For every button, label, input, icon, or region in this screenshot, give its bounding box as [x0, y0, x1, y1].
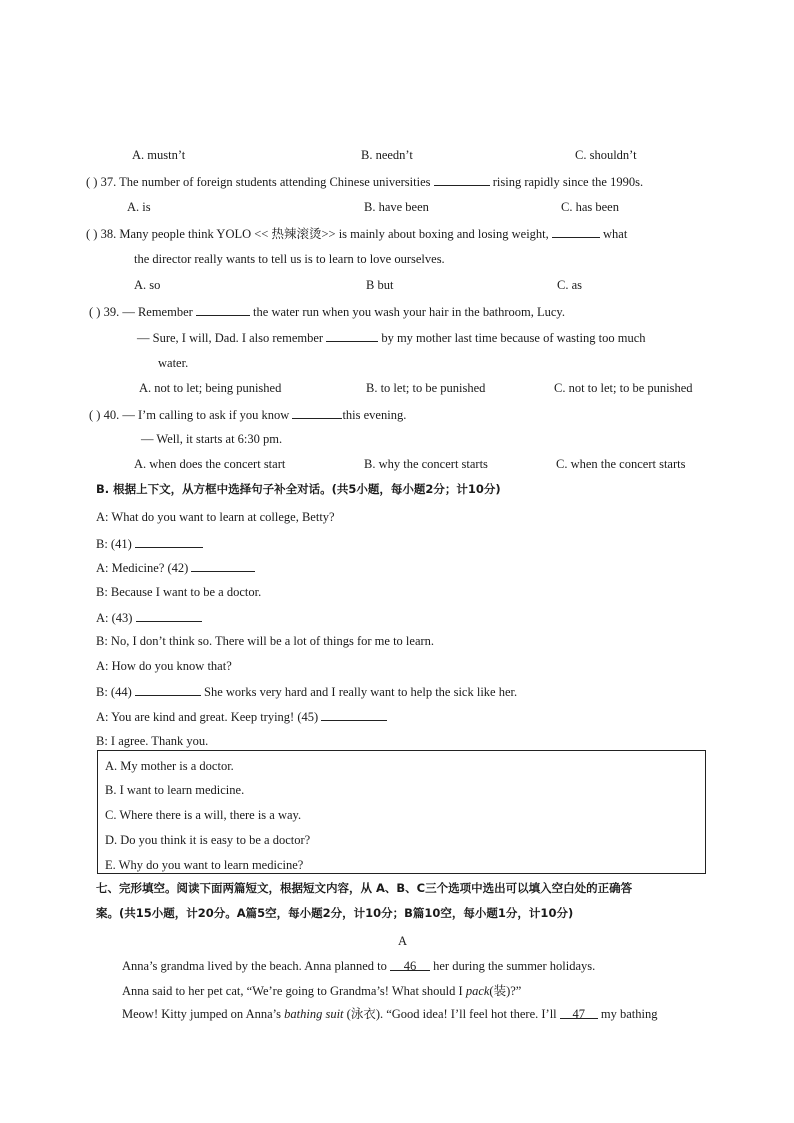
dialogue-line-2-text: B: (41): [96, 537, 132, 551]
q39-stem: [89, 303, 565, 320]
q38-stem: [86, 225, 627, 242]
dialogue-line-1: A: What do you want to learn at college, Betty?: [96, 510, 335, 524]
q38-option-a: A. so: [134, 278, 161, 292]
passage-text: Anna said to her pet cat, “We’re going to Grandma’s! What should I: [122, 984, 463, 998]
passage-text: her during the summer holidays.: [433, 959, 596, 973]
dialogue-line-9-text: A: You are kind and great. Keep trying! (45): [96, 710, 319, 724]
question-number: ( ) 37.: [86, 175, 117, 189]
answer-blank: [552, 225, 600, 238]
q40-stem-pre: — I’m calling to ask if you know: [122, 408, 290, 422]
question-number: ( ) 39.: [89, 305, 120, 319]
dialogue-line-8-pre: B: (44): [96, 685, 132, 699]
q39-option-b: B. to let; to be punished: [366, 381, 486, 395]
passage-a-label: A: [398, 934, 408, 948]
answer-blank: [326, 329, 378, 342]
passage-text: (装)?”: [489, 984, 522, 998]
q40-option-a: A. when does the concert start: [134, 457, 286, 471]
option-d: D. Do you think it is easy to be a doctor?: [105, 833, 311, 847]
q40-option-b: B. why the concert starts: [364, 457, 488, 471]
answer-blank: [434, 173, 490, 186]
dialogue-line-5-text: A: (43): [96, 611, 133, 625]
passage-text: Anna’s grandma lived by the beach. Anna planned to: [122, 959, 387, 973]
q39-stem-pre: — Remember: [122, 305, 193, 319]
section-b-heading: B. 根据上下文，从方框中选择句子补全对话。(共5小题，每小题2分；计10分): [96, 482, 501, 496]
answer-blank: [136, 609, 202, 622]
q37-stem-post: rising rapidly since the 1990s.: [492, 175, 644, 189]
q38-stem-line2: the director really wants to tell us is to learn to love ourselves.: [134, 252, 445, 266]
answer-blank: [292, 406, 342, 419]
q39-line2-pre: — Sure, I will, Dad. I also remember: [137, 331, 324, 345]
passage-text: (泳衣). “Good idea! I’ll feel hot there. I’ll: [346, 1007, 557, 1021]
q36-option-c: C. shouldn’t: [575, 148, 637, 162]
q40-option-c: C. when the concert starts: [556, 457, 686, 471]
passage-text: Meow! Kitty jumped on Anna’s: [122, 1007, 282, 1021]
question-number: ( ) 40.: [89, 408, 120, 422]
option-e: E. Why do you want to learn medicine?: [105, 858, 304, 872]
passage-italic-word: bathing suit: [284, 1007, 344, 1021]
answer-blank: [196, 303, 250, 316]
dialogue-line-7: A: How do you know that?: [96, 659, 232, 673]
q40-stem: [89, 406, 406, 423]
q37-stem: [86, 173, 643, 190]
dialogue-line-6: B: No, I don’t think so. There will be a lot of things for me to learn.: [96, 634, 435, 648]
q39-stem-post: the water run when you wash your hair in the bathroom, Lucy.: [253, 305, 565, 319]
q37-option-b: B. have been: [364, 200, 429, 214]
q39-stem-line2: [137, 329, 646, 346]
section-7-heading-line-1: 七、完形填空。阅读下面两篇短文，根据短文内容，从 A、B、C三个选项中选出可以填入空白处的正确答: [96, 881, 633, 895]
q39-option-a: A. not to let; being punished: [139, 381, 282, 395]
q38-option-b: B but: [366, 278, 394, 292]
dialogue-line-2: [96, 535, 203, 552]
passage-a-line-2: [122, 983, 521, 999]
q38-stem-pre: Many people think YOLO << 热辣滚烫>> is mainly about boxing and losing weight,: [119, 227, 549, 241]
answer-blank-46: 46: [390, 958, 430, 971]
dialogue-line-9: [96, 708, 387, 725]
answer-blank: [191, 559, 255, 572]
answer-blank-47: 47: [560, 1006, 598, 1019]
passage-a-line-1: [122, 958, 595, 974]
dialogue-line-3-text: A: Medicine? (42): [96, 561, 189, 575]
q37-option-c: C. has been: [561, 200, 619, 214]
q40-stem-line2: — Well, it starts at 6:30 pm.: [141, 432, 283, 446]
q36-option-a: A. mustn’t: [132, 148, 186, 162]
q39-stem-line3: water.: [158, 356, 189, 370]
dialogue-line-8-post: She works very hard and I really want to help the sick like her.: [204, 685, 518, 699]
q38-stem-post: what: [603, 227, 628, 241]
option-a: A. My mother is a doctor.: [105, 759, 234, 773]
section-7-heading-line-2: 案。(共15小题，计20分。A篇5空，每小题2分，计10分；B篇10空，每小题1分，计10分): [96, 906, 574, 920]
question-number: ( ) 38.: [86, 227, 117, 241]
option-b: B. I want to learn medicine.: [105, 783, 245, 797]
dialogue-line-8: [96, 683, 517, 700]
q36-option-b: B. needn’t: [361, 148, 413, 162]
dialogue-line-3: [96, 559, 255, 576]
dialogue-line-4: B: Because I want to be a doctor.: [96, 585, 262, 599]
passage-a-line-3: [122, 1006, 658, 1022]
q39-option-c: C. not to let; to be punished: [554, 381, 693, 395]
dialogue-line-10: B: I agree. Thank you.: [96, 734, 209, 748]
passage-italic-word: pack: [465, 984, 490, 998]
q37-stem-pre: The number of foreign students attending Chinese universities: [119, 175, 431, 189]
dialogue-line-5: [96, 609, 202, 626]
answer-blank: [135, 535, 203, 548]
option-c: C. Where there is a will, there is a way.: [105, 808, 302, 822]
answer-blank: [321, 708, 387, 721]
q39-line2-post: by my mother last time because of wasting too much: [381, 331, 646, 345]
q37-option-a: A. is: [127, 200, 151, 214]
q38-option-c: C. as: [557, 278, 582, 292]
passage-text: my bathing: [600, 1007, 658, 1021]
q40-stem-post: this evening.: [342, 408, 407, 422]
answer-blank: [135, 683, 201, 696]
